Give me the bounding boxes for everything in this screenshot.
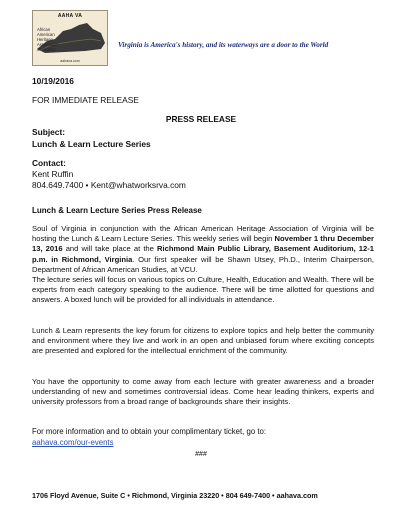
press-release-heading: PRESS RELEASE [165,114,237,124]
letterhead [32,10,382,68]
paragraph-opportunity: You have the opportunity to come away from each lecture with greater awareness and a broader understanding of new and sometimes controversial ideas. Come hear leading thinkers, experts and university professors from a broad range of backgrounds share their insights. [32,377,374,407]
release-type: FOR IMMEDIATE RELEASE [32,95,139,105]
logo-line: American [37,32,55,37]
logo-line: Heritage [37,37,53,42]
motto: Virginia is America's history, and its waterways are a door to the World [118,41,329,49]
subject-label: Subject: [32,127,66,137]
logo-line: African [37,27,51,32]
aahava-logo [32,10,108,66]
logo-line: Association [37,42,59,47]
logo-title: AAHA VA [57,13,83,19]
paragraph-intro: Soul of Virginia in conjunction with the African American Heritage Association of Virginia will be hosting the Lunch & Learn Lecture Series. This weekly series will begin November 1 thru December 13, 2016 and will take place at the Richmond Main Public Library, Basement Auditorium, 12-1 p.m. in Richmond, Virginia. Our first speaker will be Shawn Utsey, Ph.D., Interim Chairperson, Department of African American Studies, at VCU. [32,224,374,274]
contact-details: 804.649.7400 • Kent@whatworksrva.com [32,180,186,190]
logo-line: of Virginia [37,47,56,52]
contact-label: Contact: [32,158,66,168]
paragraph-topics: The lecture series will focus on various topics on Culture, Health, Education and Wealth. There will be experts from each category speaking to the audience. There will be time allotted for questions and answers. A boxed lunch will be provided for all individuals in attendance. [32,275,374,305]
body-title: Lunch & Learn Lecture Series Press Release [32,206,202,215]
release-date: 10/19/2016 [32,76,74,86]
footer-address: 1706 Floyd Avenue, Suite C • Richmond, Virginia 23220 • 804 649-7400 • aahava.com [32,491,318,500]
subject-value: Lunch & Learn Lecture Series [32,139,151,149]
ticket-link[interactable]: aahava.com/our-events [32,438,114,447]
ticket-text: For more information and to obtain your complimentary ticket, go to: [32,427,267,436]
end-mark: ### [195,451,207,458]
contact-name: Kent Ruffin [32,169,74,179]
logo-caption: aahava.com [60,59,80,63]
paragraph-forum: Lunch & Learn represents the key forum for citizens to explore topics and help better the community and environment where they live and work in an open and unbiased forum where exciting concepts are presented and explored for the intellectual enrichment of the community. [32,326,374,356]
